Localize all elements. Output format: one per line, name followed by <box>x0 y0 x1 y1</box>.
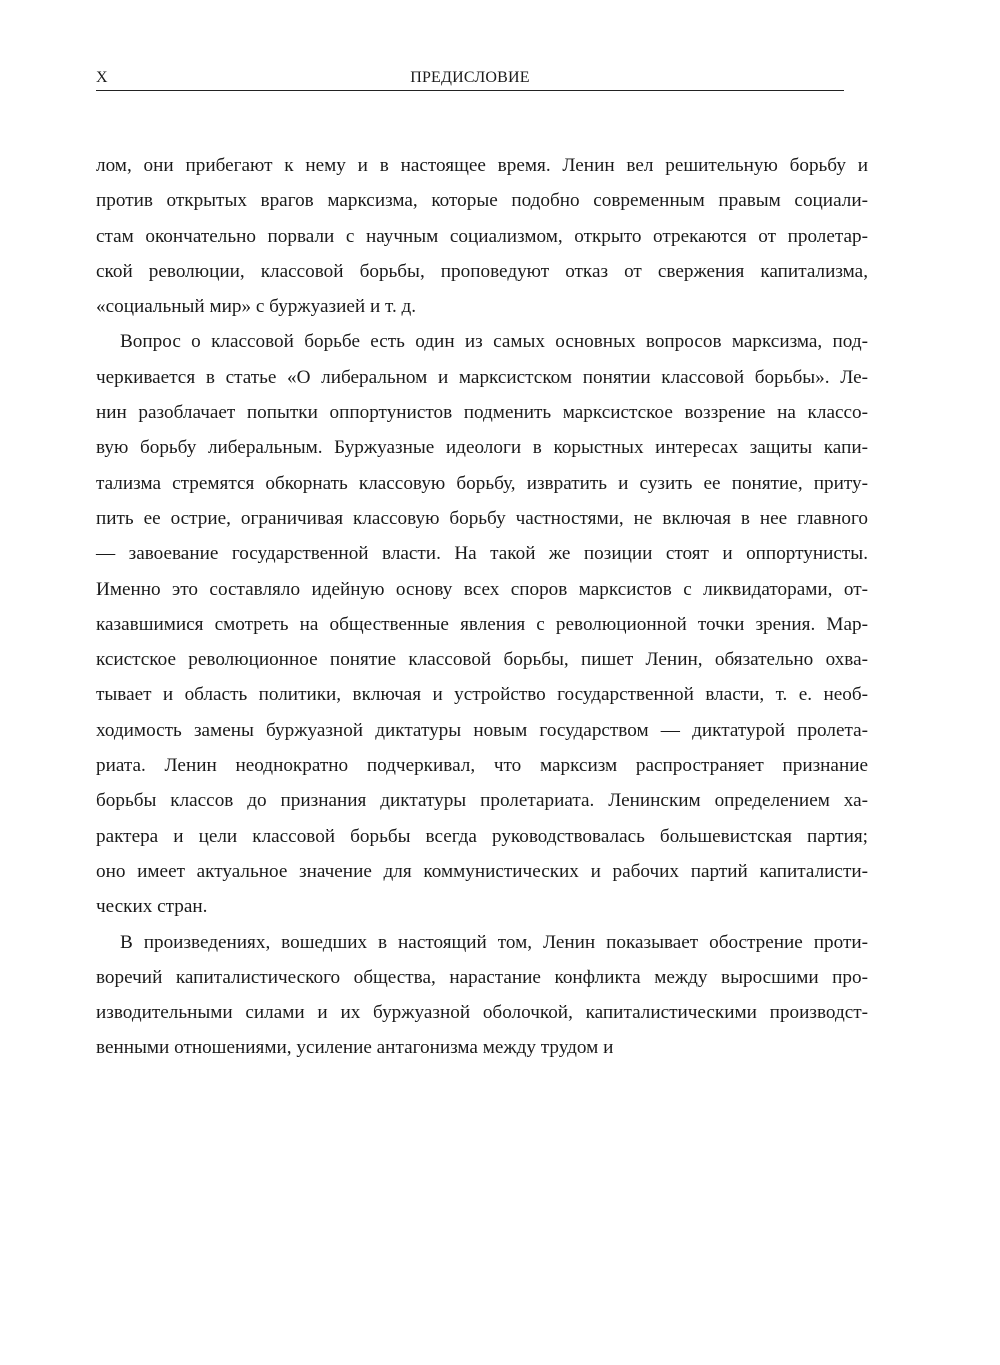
text-line: — завоевание государственной власти. На такой же позиции стоят и оппортунисты. <box>96 543 868 565</box>
paragraph-1 <box>96 148 868 324</box>
text-line: борьбы классов до признания диктатуры пролетариата. Ленинским определением ха- <box>96 790 868 812</box>
body-text <box>96 148 868 1066</box>
text-line: оно имеет актуальное значение для коммунистических и рабочих партий капиталисти- <box>96 860 868 882</box>
running-header <box>96 68 844 91</box>
text-line: тывает и область политики, включая и устройство государственной власти, т. е. необ- <box>96 684 868 706</box>
text-line: против открытых врагов марксизма, которые подобно современным правым социали- <box>96 190 868 212</box>
text-line: лом, они прибегают к нему и в настоящее время. Ленин вел решительную борьбу и <box>96 155 868 176</box>
text-line: стам окончательно порвали с научным социализмом, открыто отрекаются от пролетар- <box>96 225 868 247</box>
text-line: «социальный мир» с буржуазией и т. д. <box>96 296 417 318</box>
text-line: Именно это составляло идейную основу всех споров марксистов с ликвидаторами, от- <box>96 578 868 600</box>
text-line: риата. Ленин неоднократно подчеркивал, что марксизм распространяет признание <box>96 755 868 777</box>
text-line: Вопрос о классовой борьбе есть один из самых основных вопросов марксизма, под- <box>120 331 868 353</box>
text-line: венными отношениями, усиление антагонизма между трудом и <box>96 1037 614 1059</box>
paragraph-3 <box>96 925 868 1066</box>
text-line: пить ее острие, ограничивая классовую борьбу частностями, не включая в нее главного <box>96 507 868 529</box>
text-line: казавшимися смотреть на общественные явления с революционной точки зрения. Мар- <box>96 613 868 635</box>
text-line: вую борьбу либеральным. Буржуазные идеологи в корыстных интересах защиты капи- <box>96 437 868 459</box>
text-line: В произведениях, вошедших в настоящий том, Ленин показывает обострение проти- <box>120 931 868 953</box>
paragraph-2 <box>96 324 868 924</box>
text-line: нин разоблачает попытки оппортунистов подменить марксистское воззрение на классо- <box>96 402 868 424</box>
running-title: ПРЕДИСЛОВИЕ <box>410 69 530 86</box>
text-line: ходимость замены буржуазной диктатуры новым государством — диктатурой пролета- <box>96 719 868 741</box>
text-line: тализма стремятся обкорнать классовую борьбу, извратить и сузить ее понятие, приту- <box>96 472 868 494</box>
text-line: ческих стран. <box>96 896 208 918</box>
text-line: рактера и цели классовой борьбы всегда руководствовалась большевистская партия; <box>96 825 868 847</box>
text-line: воречий капиталистического общества, нарастание конфликта между выросшими про- <box>96 966 868 988</box>
text-line: ской революции, классовой борьбы, проповедуют отказ от свержения капитализма, <box>96 260 868 282</box>
page-number: X <box>96 69 108 86</box>
text-line: черкивается в статье «О либеральном и марксистском понятии классовой борьбы». Ле- <box>96 366 868 388</box>
text-line: изводительными силами и их буржуазной оболочкой, капиталистическими производст- <box>96 1002 868 1024</box>
text-line: ксистское революционное понятие классовой борьбы, пишет Ленин, обязательно охва- <box>96 649 868 671</box>
